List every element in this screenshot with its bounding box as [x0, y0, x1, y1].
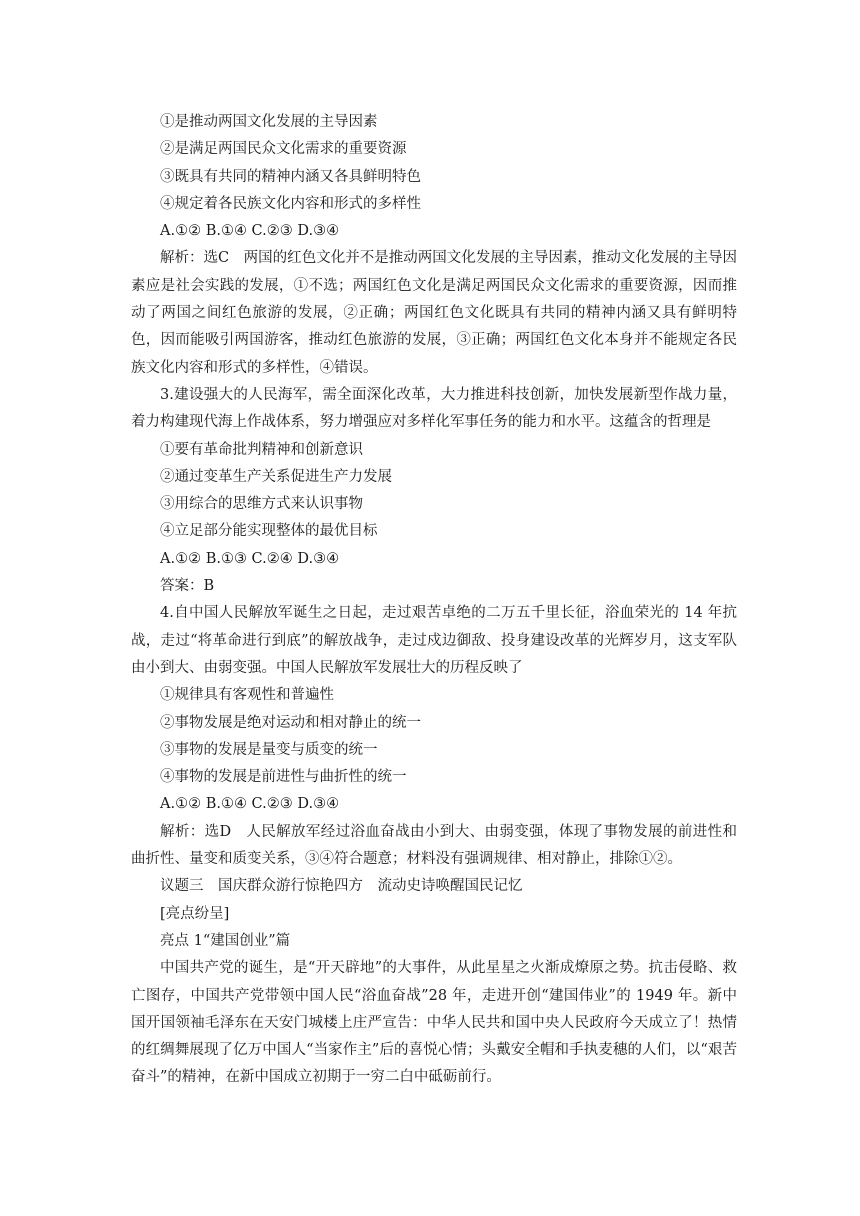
q4-option-3: ③事物的发展是量变与质变的统一 [160, 741, 378, 758]
q3-stem: 3.建设强大的人民海军，需全面深化改革，大力推进科技创新，加快发展新型作战力量，着力构建现代海上作战体系，努力增强应对多样化军事任务的能力和水平。这蕴含的哲理是 [131, 386, 737, 431]
q2-choices: A.①② B.①④ C.②③ D.③④ [160, 223, 340, 240]
q3-option-1: ①要有革命批判精神和创新意识 [160, 441, 363, 458]
q3-option-4: ④立足部分能实现整体的最优目标 [160, 523, 378, 540]
q3-option-2: ②通过变革生产关系促进生产力发展 [160, 468, 392, 485]
topic3-title: 议题三 国庆群众游行惊艳四方 流动史诗唤醒国民记忆 [160, 878, 523, 895]
q2-option-2: ②是满足两国民众文化需求的重要资源 [160, 141, 407, 158]
highlight1-body: 中国共产党的诞生，是“开天辟地”的大事件，从此星星之火渐成燎原之势。抗击侵略、救亡图存，中国共产党带领中国人民“浴血奋战”28 年，走进开创“建国伟业”的 1949 年。新中国开国领袖毛泽东在天安门城楼上庄严宣告：中华人民共和国中央人民政府今天成立了！热情的红绸舞展现了亿万中国人“当家作主”后的喜悦心情；头戴安全帽和手执麦穗的人们，以“艰苦奋斗”的精神，在新中国成立初期于一穷二白中砥砺前行。 [131, 960, 737, 1086]
q4-option-4: ④事物的发展是前进性与曲折性的统一 [160, 769, 407, 786]
document-body [131, 109, 737, 1092]
q3-answer: 答案：B [160, 578, 215, 595]
q3-option-3: ③用综合的思维方式来认识事物 [160, 496, 363, 513]
q4-analysis: 解析：选D 人民解放军经过浴血奋战由小到大、由弱变强，体现了事物发展的前进性和曲折性、量变和质变关系，③④符合题意；材料没有强调规律、相对静止，排除①②。 [131, 823, 737, 868]
q2-option-3: ③既具有共同的精神内涵又各具鲜明特色 [160, 168, 421, 185]
q3-choices: A.①② B.①③ C.②④ D.③④ [160, 550, 340, 567]
q4-stem: 4.自中国人民解放军诞生之日起，走过艰苦卓绝的二万五千里长征，浴血荣光的 14 年抗战，走过“将革命进行到底”的解放战争，走过戍边御敌、投身建设改革的光辉岁月，这支军队由小到大、由弱变强。中国人民解放军发展壮大的历程反映了 [131, 605, 737, 676]
q2-option-1: ①是推动两国文化发展的主导因素 [160, 114, 378, 130]
q4-option-1: ①规律具有客观性和普遍性 [160, 687, 334, 704]
q2-option-4: ④规定着各民族文化内容和形式的多样性 [160, 195, 421, 212]
q2-analysis: 解析：选C 两国的红色文化并不是推动两国文化发展的主导因素，推动文化发展的主导因素应是社会实践的发展，①不选；两国红色文化是满足两国民众文化需求的重要资源，因而推动了两国之间红色旅游的发展，②正确；两国红色文化既具有共同的精神内涵又具有鲜明特色，因而能吸引两国游客，推动红色旅游的发展，③正确；两国红色文化本身并不能规定各民族文化内容和形式的多样性，④错误。 [131, 250, 737, 376]
highlights-label: [亮点纷呈] [160, 905, 230, 922]
q4-option-2: ②事物发展是绝对运动和相对静止的统一 [160, 714, 421, 731]
q4-choices: A.①② B.①④ C.②③ D.③④ [160, 796, 340, 813]
highlight1-title: 亮点 1“建国创业”篇 [160, 932, 291, 949]
